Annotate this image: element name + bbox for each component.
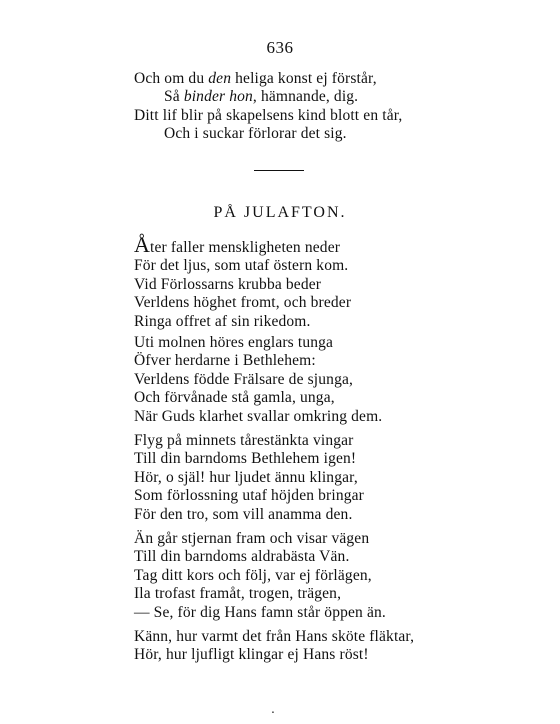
verse-line (134, 70, 534, 88)
emphasized-word: binder hon (183, 88, 253, 106)
verse-line: Än går stjernan fram och visar vägen (134, 530, 370, 547)
poem-title: PÅ JULAFTON. (213, 204, 347, 221)
stanza-2 (134, 334, 534, 426)
verse-line: Vid Förlossarns krubba beder (134, 275, 322, 293)
drop-cap: Å (134, 232, 151, 257)
verse-line: Verldens födde Frälsare de sjunga, (134, 370, 354, 388)
page-number: 636 (266, 38, 294, 57)
verse-line: Hör, o själ! hur ljudet ännu klingar, (134, 468, 358, 486)
verse-line: Ila trofast framåt, trogen, trägen, (134, 585, 342, 603)
verse-line: Ringa offret af sin rikedom. (134, 312, 311, 330)
verse-line: Flyg på minnets tårestänkta vingar (134, 432, 354, 449)
previous-poem-ending (134, 70, 534, 144)
verse-line: Till din barndoms Bethlehem igen! (134, 450, 357, 468)
verse-text: heliga konst ej förstår, (231, 70, 377, 87)
verse-line: Och förvånade stå gamla, unga, (134, 389, 335, 407)
verse-text: ter faller menskligheten neder (150, 239, 341, 256)
verse-line (134, 88, 534, 106)
verse-line: Uti molnen höres englars tunga (134, 334, 334, 351)
verse-line: När Guds klarhet svallar omkring dem. (134, 407, 383, 425)
verse-line: Tag ditt kors och följ, var ej förlägen, (134, 566, 372, 584)
verse-text: Och om du (134, 70, 209, 87)
stanza-3 (134, 432, 534, 524)
verse-line: Öfver herdarne i Bethlehem: (134, 352, 316, 370)
verse-line: Hör, hur ljufligt klingar ej Hans röst! (134, 646, 369, 664)
verse-line: Till din barndoms aldrabästa Vän. (134, 548, 350, 566)
verse-line: Verldens höghet fromt, och breder (134, 294, 352, 312)
stanza-5 (134, 628, 534, 665)
stanza-4 (134, 530, 534, 622)
verse-line: Och i suckar förlorar det sig. (164, 125, 347, 143)
verse-line: — Se, för dig Hans famn står öppen än. (134, 603, 386, 621)
verse-line (134, 232, 534, 257)
verse-line: Känn, hur varmt det från Hans sköte fläktar, (134, 628, 415, 645)
verse-line: Ditt lif blir på skapelsens kind blott en tår, (134, 106, 403, 124)
footer-mark: · (270, 706, 276, 721)
section-divider (254, 170, 304, 171)
verse-line: För det ljus, som utaf östern kom. (134, 257, 349, 275)
stanza-1 (134, 232, 534, 331)
verse-text: Så (164, 88, 184, 106)
verse-line: Som förlossning utaf höjden bringar (134, 487, 364, 505)
verse-text: , hämnande, dig. (252, 88, 359, 106)
verse-line: För den tro, som vill anamma den. (134, 505, 353, 523)
emphasized-word: den (208, 70, 232, 87)
